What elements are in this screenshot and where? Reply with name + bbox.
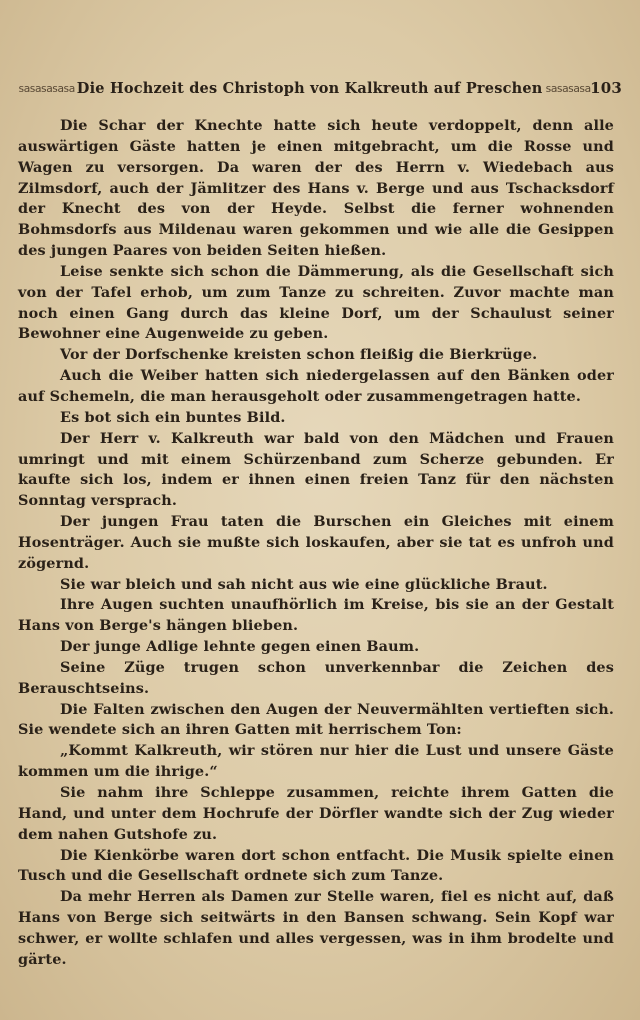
paragraph: Der junge Adlige lehnte gegen einen Baum. [60, 638, 420, 656]
paragraph: Die Kienkörbe waren dort schon entfacht. Die Musik spielte einen Tusch und die Gesellschaft ordnete sich zum Tanze. [18, 846, 614, 885]
paragraph: „Kommt Kalkreuth, wir stören nur hier die Lust und unsere Gäste kommen um die ihrige.“ [18, 742, 614, 781]
header-ornament-left: sasasasasa [18, 81, 75, 95]
page-number: 103 [590, 79, 622, 97]
paragraph: Sie war bleich und sah nicht aus wie eine glückliche Braut. [60, 575, 548, 593]
paragraph: Ihre Augen suchten unaufhörlich im Kreise, bis sie an der Gestalt Hans von Berge's hängen blieben. [18, 596, 614, 635]
running-header [18, 74, 622, 102]
paragraph: Der jungen Frau taten die Burschen ein Gleiches mit einem Hosenträger. Auch sie mußte sich loskaufen, aber sie tat es unfroh und zögernd. [18, 513, 614, 572]
paragraph: Vor der Dorfschenke kreisten schon fleißig die Bierkrüge. [60, 346, 538, 364]
paragraph: Auch die Weiber hatten sich niedergelassen auf den Bänken oder auf Schemeln, die man herausgeholt oder zusammengetragen hatte. [18, 367, 614, 405]
paragraph: Die Schar der Knechte hatte sich heute verdoppelt, denn alle auswärtigen Gäste hatten je einen mitgebracht, um die Rosse und Wagen zu versorgen. Da waren der des Herrn v. Wiedebach aus Zilmsdorf, auch der Jämlitzer des Hans v. Berge und aus Tschacksdorf der Knecht des von der Heyde. Selbst die ferner wohnenden Bohmsdorfs aus Mildenau waren gekommen und wie alle die Gesippen des jungen Paares von beiden Seiten hießen. [18, 117, 614, 260]
paragraph: Seine Züge trugen schon unverkennbar die Zeichen des Berauschtseins. [18, 658, 614, 697]
header-ornament-right: sasasasa [545, 81, 591, 95]
body-text [18, 116, 614, 971]
paragraph: Da mehr Herren als Damen zur Stelle waren, fiel es nicht auf, daß Hans von Berge sich seitwärts in den Bansen schwang. Sein Kopf war schwer, er wollte schlafen und alles vergessen, was in ihm brodelte und gärte. [18, 888, 614, 968]
paragraph: Der Herr v. Kalkreuth war bald von den Mädchen und Frauen umringt und mit einem Schürzenband zum Scherze gebunden. Er kaufte sich los, indem er ihnen einen freien Tanz für den nächsten Sonntag versprach. [18, 429, 614, 510]
paragraph: Sie nahm ihre Schleppe zusammen, reichte ihrem Gatten die Hand, und unter dem Hochrufe der Dörfler wandte sich der Zug wieder dem nahen Gutshofe zu. [18, 784, 614, 843]
running-title: Die Hochzeit des Christoph von Kalkreuth auf Preschen [76, 79, 543, 97]
paragraph: Die Falten zwischen den Augen der Neuvermählten vertieften sich. Sie wendete sich an ihren Gatten mit herrischem Ton: [18, 700, 614, 739]
paragraph: Es bot sich ein buntes Bild. [60, 408, 286, 426]
paragraph: Leise senkte sich schon die Dämmerung, als die Gesellschaft sich von der Tafel erhob, um zum Tanze zu schreiten. Zuvor machte man noch einen Gang durch das kleine Dorf, um der Schaulust seiner Bewohner eine Augenweide zu geben. [18, 262, 614, 343]
